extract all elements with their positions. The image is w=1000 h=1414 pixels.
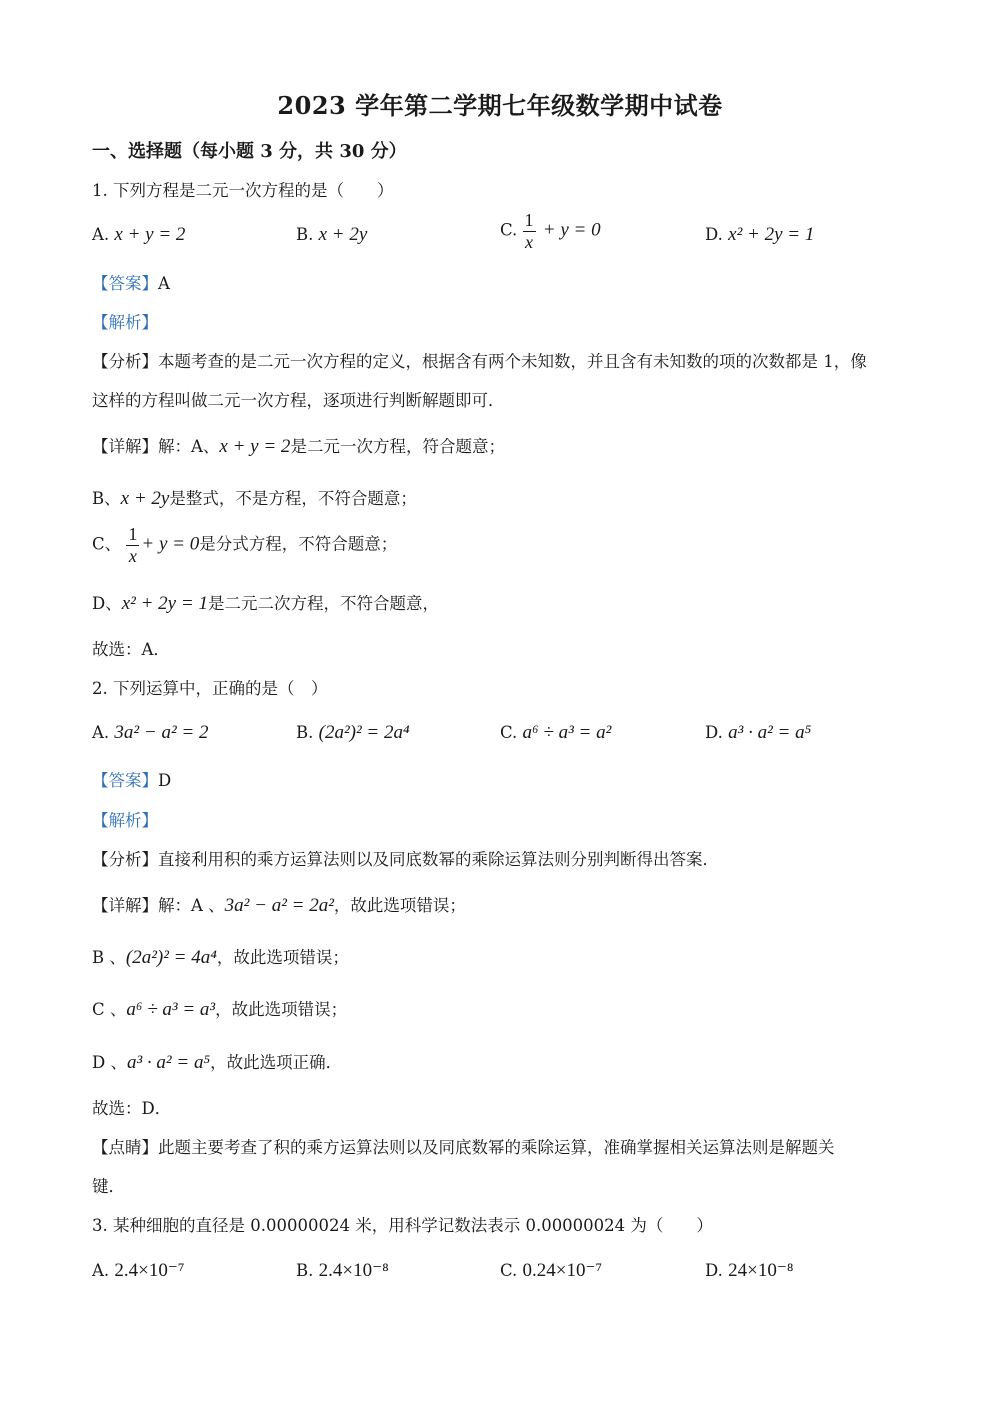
q2-option-a-label: A.: [92, 723, 110, 742]
q3-option-b-label: B.: [296, 1261, 314, 1280]
q1-option-c-fraction: [523, 210, 536, 252]
q2-option-c: [500, 722, 611, 744]
q1-detail-d-text: 是二元二次方程，不符合题意，: [207, 594, 439, 613]
q2-detail-a: [92, 892, 466, 917]
q2-option-c-expr: a⁶ ÷ a³ = a²: [522, 722, 612, 743]
q1-detail-d-expr: x² + 2y = 1: [121, 593, 208, 614]
q1-detail-c-fraction: [126, 524, 139, 566]
q3-option-a: [92, 1259, 185, 1282]
q2-comment-line1: [92, 1134, 835, 1158]
fraction-numerator: 1: [128, 524, 138, 544]
q2-stem: 2. 下列运算中，正确的是（ ）: [92, 679, 328, 698]
q2-analysis: [92, 846, 719, 870]
q3-option-c: [500, 1259, 602, 1282]
q2-option-b: [296, 722, 410, 744]
q1-answer-value: A: [158, 274, 170, 293]
q1-option-c-label: C.: [500, 220, 518, 240]
detail-tag: 【详解】: [92, 896, 158, 915]
q2-detail-d: [92, 1049, 342, 1074]
page-title: 2023 学年第二学期七年级数学期中试卷: [277, 91, 723, 120]
q2-conclusion: 故选：D．: [92, 1099, 172, 1118]
q2-option-c-label: C.: [500, 723, 518, 742]
q2-detail-d-expr: a³ · a² = a⁵: [126, 1052, 211, 1073]
q1-analysis-text1: 本题考查的是二元一次方程的定义，根据含有两个未知数，并且含有未知数的项的次数都是 1，像: [158, 352, 867, 371]
q2-option-d: [705, 722, 811, 744]
q3-stem: 3. 某种细胞的直径是 0.00000024 米，用科学记数法表示 0.00000024 为（ ）: [92, 1216, 713, 1235]
comment-tag: 【点睛】: [92, 1138, 158, 1157]
detail-tag: 【详解】: [92, 437, 158, 456]
q1-detail-a: [92, 433, 505, 458]
q3-option-a-label: A.: [92, 1261, 110, 1280]
q1-option-a: [92, 224, 185, 246]
q3-option-a-expr: 2.4×10⁻⁷: [114, 1260, 185, 1281]
q1-option-d-expr: x² + 2y = 1: [728, 224, 815, 245]
q1-detail-c-expr: + y = 0: [141, 533, 200, 555]
q1-detail-a-expr: x + y = 2: [219, 436, 291, 457]
q1-analysis-line2: 这样的方程叫做二元一次方程，逐项进行判断解题即可．: [92, 391, 505, 410]
q2-option-d-label: D.: [705, 723, 723, 742]
q2-option-a: [92, 722, 208, 744]
q1-detail-a-text: 是二元一次方程，符合题意；: [290, 437, 505, 456]
q3-option-c-label: C.: [500, 1261, 518, 1280]
q1-option-b-expr: x + 2y: [318, 224, 368, 245]
section-heading: 一、选择题（每小题 3 分，共 30 分）: [92, 141, 407, 162]
q1-conclusion: 故选：A．: [92, 640, 170, 659]
q2-option-d-expr: a³ · a² = a⁵: [728, 722, 812, 743]
q2-detail-b-expr: (2a²)² = 4a⁴: [125, 947, 217, 968]
q1-detail-c-text: 是分式方程，不符合题意；: [199, 534, 398, 554]
q2-comment-line2: 键．: [92, 1177, 125, 1196]
q1-analysis-head: 【解析】: [92, 313, 158, 332]
q1-option-b: [296, 224, 367, 246]
q1-detail-d-prefix: D、: [92, 594, 122, 613]
q2-detail-b: [92, 944, 349, 969]
q2-detail-c-prefix: C 、: [92, 1000, 127, 1019]
q1-option-d-label: D.: [705, 225, 723, 244]
fraction-denominator: x: [128, 545, 137, 566]
answer-tag: 【答案】: [92, 771, 158, 790]
analysis-tag: 【分析】: [92, 850, 158, 869]
fraction-denominator: x: [525, 231, 534, 252]
q1-detail-b-prefix: B、: [92, 489, 121, 508]
q1-detail-d: [92, 590, 439, 615]
answer-tag: 【答案】: [92, 274, 158, 293]
q3-option-d-label: D.: [705, 1261, 723, 1280]
q2-detail-d-prefix: D 、: [92, 1053, 127, 1072]
q1-detail-b: [92, 485, 417, 510]
q3-option-c-expr: 0.24×10⁻⁷: [522, 1260, 603, 1281]
q2-detail-b-text: ，故此选项错误；: [216, 948, 349, 967]
q2-detail-c: [92, 996, 347, 1021]
q1-analysis-line1: [92, 348, 867, 372]
q2-detail-prefix: 解：A 、: [158, 896, 225, 915]
q2-option-a-expr: 3a² − a² = 2: [114, 722, 209, 743]
q2-option-b-expr: (2a²)² = 2a⁴: [318, 722, 410, 743]
q2-detail-a-expr: 3a² − a² = 2a²: [224, 895, 334, 916]
q1-detail-prefix: 解：A、: [158, 437, 220, 456]
q1-detail-b-expr: x + 2y: [120, 488, 170, 509]
q3-option-b: [296, 1259, 389, 1282]
q2-option-b-label: B.: [296, 723, 314, 742]
q1-option-a-label: A.: [92, 225, 110, 244]
q2-detail-c-expr: a⁶ ÷ a³ = a³: [126, 999, 216, 1020]
q2-analysis-text: 直接利用积的乘方运算法则以及同底数幂的乘除运算法则分别判断得出答案．: [158, 850, 719, 869]
q1-option-a-expr: x + y = 2: [114, 224, 186, 245]
q2-comment-text1: 此题主要考查了积的乘方运算法则以及同底数幂的乘除运算，准确掌握相关运算法则是解题关: [158, 1138, 835, 1157]
fraction-numerator: 1: [524, 210, 534, 230]
q3-option-d: [705, 1259, 794, 1282]
q1-option-c-expr: + y = 0: [542, 219, 601, 241]
q2-answer-value: D: [158, 771, 172, 790]
q1-detail-c-prefix: C、: [92, 534, 122, 554]
q1-answer: [92, 270, 170, 294]
q3-option-d-expr: 24×10⁻⁸: [728, 1260, 794, 1281]
q3-option-b-expr: 2.4×10⁻⁸: [318, 1260, 389, 1281]
q1-stem: 1. 下列方程是二元一次方程的是（ ）: [92, 181, 394, 200]
q2-detail-a-text: ，故此选项错误；: [333, 896, 466, 915]
q2-answer: [92, 767, 171, 791]
q2-detail-c-text: ，故此选项错误；: [215, 1000, 348, 1019]
q2-analysis-head: 【解析】: [92, 811, 158, 830]
analysis-tag: 【分析】: [92, 352, 158, 371]
q1-detail-b-text: 是整式，不是方程，不符合题意；: [169, 489, 417, 508]
q2-detail-b-prefix: B 、: [92, 948, 126, 967]
q1-option-d: [705, 224, 814, 246]
q1-option-b-label: B.: [296, 225, 314, 244]
q2-detail-d-text: ，故此选项正确．: [210, 1053, 343, 1072]
q1-detail-c: [92, 524, 397, 566]
q1-option-c: [500, 210, 601, 252]
